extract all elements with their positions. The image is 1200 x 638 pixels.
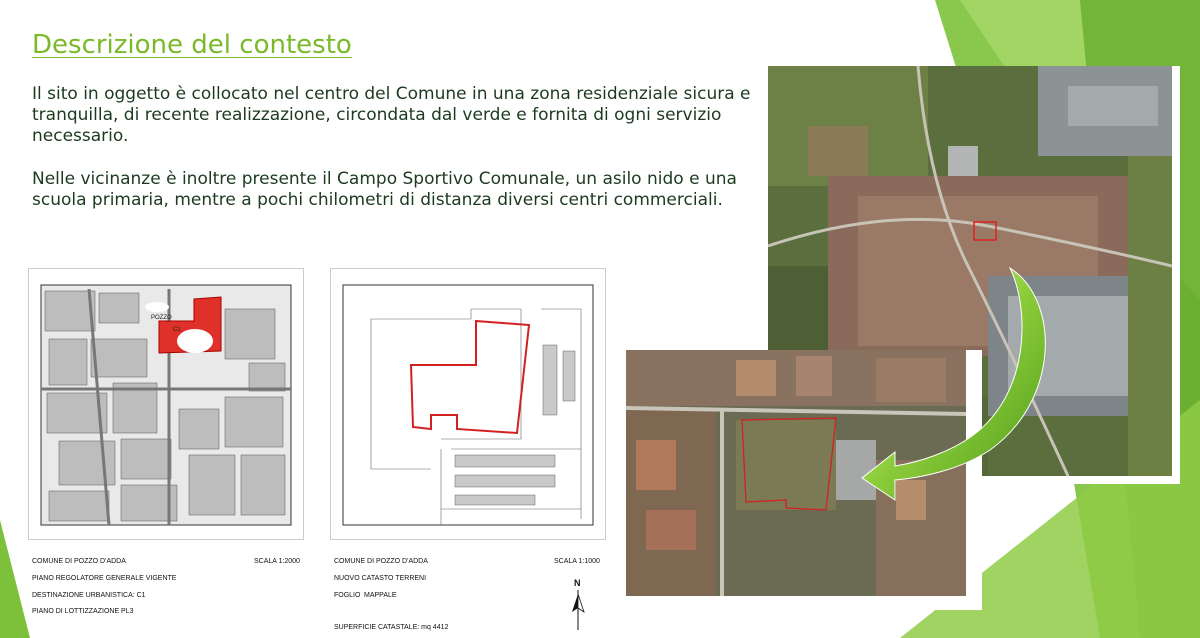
map2-caption-scala: SCALA 1:1000 (554, 558, 600, 565)
page-title: Descrizione del contesto (32, 30, 352, 60)
map2-caption-mappale: MAPPALE (364, 592, 397, 599)
map2-caption-catasto: NUOVO CATASTO TERRENI (334, 575, 427, 582)
cadastral-map-panel (330, 268, 606, 540)
aerial-photo-zoom (626, 350, 966, 596)
prg-map-panel (28, 268, 304, 540)
map1-caption-scala: SCALA 1:2000 (254, 558, 300, 565)
map1-caption-destinazione: DESTINAZIONE URBANISTICA: C1 (32, 592, 146, 599)
north-label: N (574, 578, 581, 588)
description-text (32, 84, 752, 233)
paragraph-1: Il sito in oggetto è collocato nel centro del Comune in una zona residenziale sicura e tranquilla, di recente realizzazione, circondata dal verde e fornita di ogni servizio necessario. (32, 84, 751, 146)
cadastral-map (331, 269, 605, 539)
prg-map (29, 269, 303, 539)
map1-caption-comune: COMUNE DI POZZO D'ADDA (32, 558, 126, 565)
map1-caption-lottizzazione: PIANO DI LOTTIZZAZIONE PL3 (32, 608, 134, 615)
map2-caption-foglio: FOGLIO (334, 592, 361, 599)
map2-caption-comune: COMUNE DI POZZO D'ADDA (334, 558, 428, 565)
paragraph-2: Nelle vicinanze è inoltre presente il Campo Sportivo Comunale, un asilo nido e una scuola primaria, mentre a pochi chilometri di distanza diversi centri commerciali. (32, 169, 737, 210)
map1-label-c1: C1 (173, 327, 181, 333)
north-arrow-icon (568, 590, 588, 632)
map1-label-pozzo: POZZO (151, 315, 172, 321)
aerial-photo-zoom-frame (626, 350, 982, 610)
map1-caption-piano: PIANO REGOLATORE GENERALE VIGENTE (32, 575, 177, 582)
map2-caption-superficie: SUPERFICIE CATASTALE: mq 4412 (334, 624, 449, 631)
